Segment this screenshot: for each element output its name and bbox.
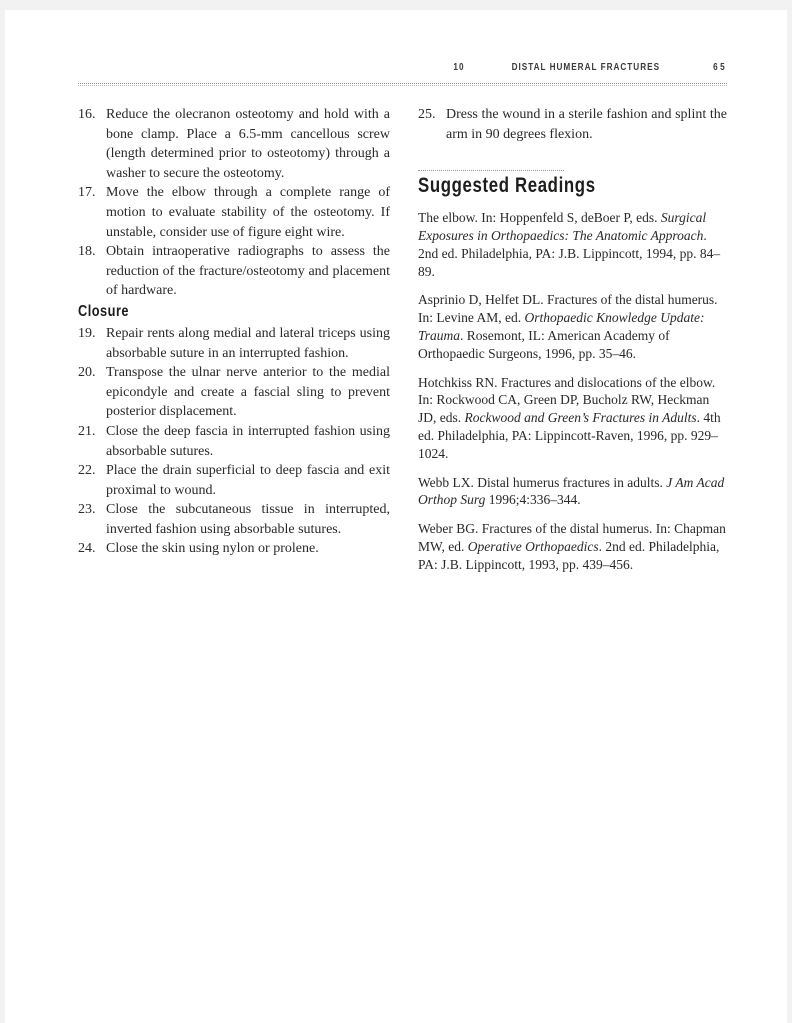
- book-page: [5, 10, 787, 1023]
- item-text: Move the elbow through a complete range of motion to evaluate stability of the osteotomy. If unstable, consider use of figure eight wire.: [106, 185, 390, 240]
- reference-entry: The elbow. In: Hoppenfeld S, deBoer P, eds. Surgical Exposures in Orthopaedics: The Anatomic Approach. 2nd ed. Philadelphia, PA: J.B. Lippincott, 1994, pp. 84–89.: [418, 210, 721, 279]
- reference-entry: Asprinio D, Helfet DL. Fractures of the distal humerus. In: Levine AM, ed. Orthopaedic Knowledge Update: Trauma. Rosemont, IL: American Academy of Orthopaedic Surgeons, 1996, pp. 35–46.: [418, 292, 718, 361]
- item-number: 24.: [78, 541, 96, 557]
- suggested-readings-heading: Suggested Readings: [418, 174, 596, 198]
- item-text: Close the skin using nylon or prolene.: [106, 541, 319, 557]
- item-number: 20.: [78, 365, 96, 381]
- closure-heading: Closure: [78, 302, 130, 320]
- item-number: 22.: [78, 463, 96, 479]
- item-text: Repair rents along medial and lateral triceps using absorbable suture in an interrupted fashion.: [106, 325, 390, 361]
- item-number: 18.: [78, 244, 96, 260]
- item-number: 25.: [418, 107, 436, 122]
- procedure-item-21: [78, 422, 390, 461]
- left-column: [78, 105, 390, 585]
- chapter-title: DISTAL HUMERAL FRACTURES: [511, 62, 660, 73]
- procedure-item-16: [78, 105, 390, 183]
- procedure-item-18: [78, 242, 390, 301]
- procedure-item-24: [78, 539, 390, 559]
- reference-list: [418, 209, 727, 573]
- page-number: 65: [712, 62, 727, 73]
- two-column-layout: [78, 105, 727, 585]
- reference-entry: Hotchkiss RN. Fractures and dislocations of the elbow. In: Rockwood CA, Green DP, Bucholz RW, Heckman JD, eds. Rockwood and Green’s Fractures in Adults. 4th ed. Philadelphia, PA: Lippincott-Raven, 1996, pp. 929–1024.: [418, 374, 721, 461]
- procedure-list: [78, 105, 390, 559]
- item-text: Reduce the olecranon osteotomy and hold with a bone clamp. Place a 6.5-mm cancellous screw (length determined prior to osteotomy) through a washer to secure the osteotomy.: [106, 107, 390, 181]
- procedure-item-25: [418, 105, 727, 144]
- item-text: Obtain intraoperative radiographs to assess the reduction of the fracture/osteotomy and placement of hardware.: [106, 244, 390, 299]
- item-number: 16.: [78, 107, 96, 122]
- header-rule: [78, 83, 727, 86]
- procedure-list-continued: [418, 105, 727, 144]
- procedure-item-19: [78, 324, 390, 363]
- item-number: 19.: [78, 325, 96, 341]
- chapter-number: 10: [453, 62, 465, 73]
- item-number: 21.: [78, 423, 96, 439]
- item-text: Dress the wound in a sterile fashion and splint the arm in 90 degrees flexion.: [446, 107, 727, 142]
- procedure-item-17: [78, 183, 390, 242]
- right-column: [418, 105, 727, 585]
- procedure-item-22: [78, 461, 390, 500]
- item-number: 17.: [78, 185, 96, 201]
- reference-entry: Webb LX. Distal humerus fractures in adults. J Am Acad Orthop Surg 1996;4:336–344.: [418, 474, 725, 508]
- page-header: [78, 62, 727, 86]
- readings-rule: [418, 170, 564, 171]
- item-number: 23.: [78, 502, 96, 518]
- reference-entry: Weber BG. Fractures of the distal humerus. In: Chapman MW, ed. Operative Orthopaedics. 2nd ed. Philadelphia, PA: J.B. Lippincott, 1993, pp. 439–456.: [418, 521, 726, 572]
- procedure-item-23: [78, 500, 390, 539]
- item-text: Close the deep fascia in interrupted fashion using absorbable sutures.: [106, 423, 390, 459]
- item-text: Transpose the ulnar nerve anterior to the medial epicondyle and create a fascial sling to prevent posterior displacement.: [106, 365, 390, 420]
- procedure-item-20: [78, 363, 390, 422]
- item-text: Place the drain superficial to deep fascia and exit proximal to wound.: [106, 463, 390, 498]
- item-text: Close the subcutaneous tissue in interrupted, inverted fashion using absorbable sutures.: [106, 502, 390, 537]
